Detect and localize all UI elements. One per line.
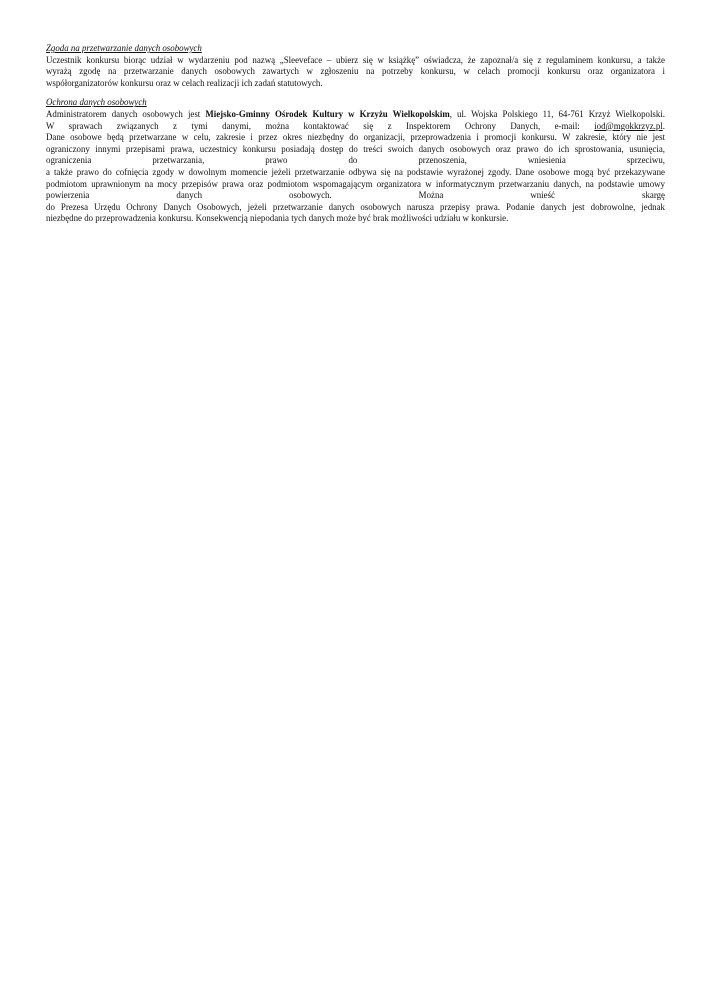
consent-heading: Zgoda na przetwarzanie danych osobowych [46, 43, 202, 53]
admin-address: , ul. Wojska Polskiego 11, 64-761 Krzyż Wielkopolski. [449, 108, 666, 119]
protection-line-1: Dane osobowe będą przetwarzane w celu, zakresie i przez okres niezbędny do organizacji, przeprowadzenia i promocji konkursu. W zakresie, który nie jest [46, 132, 665, 143]
protection-heading: Ochrona danych osobowych [46, 97, 147, 108]
administrator-name: Miejsko-Gminny Ośrodek Kultury w Krzyżu Wielkopolskim [205, 108, 450, 119]
protection-line-6: powierzenia danych osobowych. Można wnieść skargę [46, 190, 665, 201]
consent-line-3: współorganizatorów konkursu oraz w celach realizacji ich zadań statutowych. [46, 77, 323, 88]
admin-line [46, 109, 665, 121]
protection-line-7: do Prezesa Urzędu Ochrony Danych Osobowych, jeżeli przetwarzanie danych osobowych narusza przepisy prawa. Podanie danych jest dobrowolne, jednak [46, 201, 665, 212]
contact-text: W sprawach związanych z tymi danymi, można kontaktować się z Inspektorem Ochrony Danych, e-mail: [46, 120, 595, 131]
protection-line-8: niezbędne do przeprowadzenia konkursu. Konsekwencją niepodania tych danych może być brak możliwości udziału w konkursie. [46, 213, 509, 224]
iod-email-link[interactable]: iod@mgokkrzyz.pl [594, 120, 663, 131]
consent-line-2: wyrażą zgodę na przetwarzanie danych osobowych zawartych w zgłoszeniu na potrzeby konkursu, w celach promocji konkursu oraz organizatora i [46, 66, 665, 77]
admin-text-prefix: Administratorem danych osobowych jest [46, 108, 206, 119]
contact-period: . [662, 120, 665, 131]
protection-line-4: a także prawo do cofnięcia zgody w dowolnym momencie jeżeli przetwarzanie odbywa się na podstawie wyrażonej zgody. Dane osobowe mogą być przekazywane [46, 166, 665, 177]
protection-line-3: ograniczenia przetwarzania, prawo do przenoszenia, wniesienia sprzeciwu, [46, 155, 665, 166]
protection-line-5: podmiotom uprawnionym na mocy przepisów prawa oraz podmiotom wspomagającym organizatora w informatycznym przetwarzaniu danych, na podstawie umowy [46, 178, 665, 189]
document-page [46, 43, 665, 225]
protection-line-2: ograniczony innymi przepisami prawa, uczestnicy konkursu posiadają dostęp do treści swoich danych osobowych oraz prawo do ich sprostowania, usunięcia, [46, 143, 665, 154]
contact-line [46, 121, 665, 133]
consent-section [46, 43, 665, 89]
protection-section [46, 97, 665, 225]
consent-line-1: Uczestnik konkursu biorąc udział w wydarzeniu pod nazwą „Sleeveface – ubierz się w książkę” oświadcza, że zapoznał/a się z regulaminem konkursu, a także [46, 54, 665, 65]
